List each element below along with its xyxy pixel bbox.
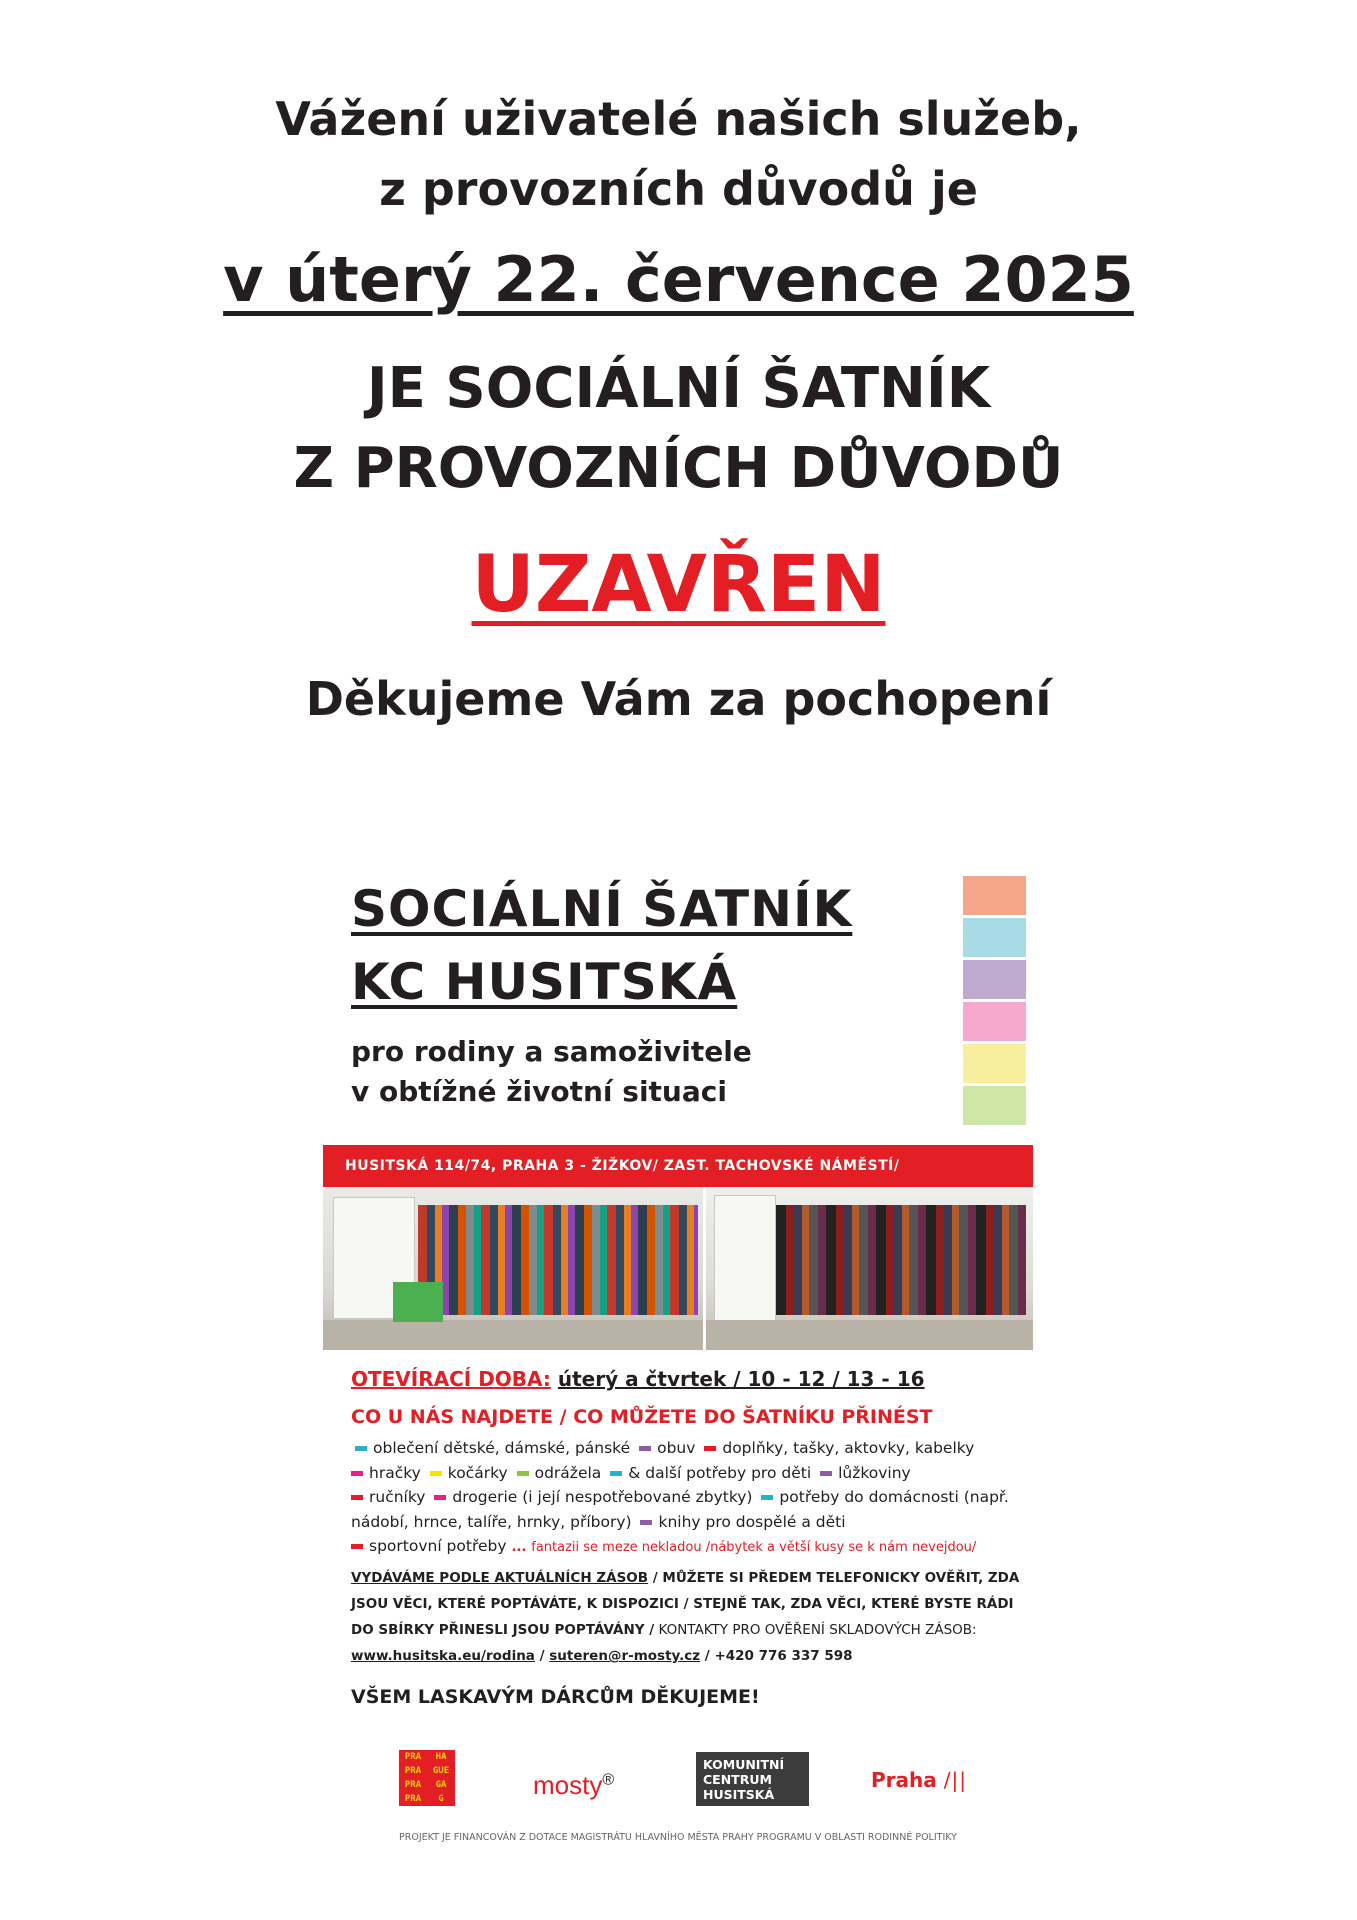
separator: /: [700, 1648, 715, 1664]
color-swatch: [963, 960, 1026, 999]
logo-text: mosty: [533, 1770, 603, 1800]
separator: /: [534, 1648, 550, 1664]
leaflet-title-1: SOCIÁLNÍ ŠATNÍK: [351, 880, 853, 938]
reason-line: z provozních důvodů je: [379, 162, 978, 216]
item: potřeby do domácnosti (např. nádobí, hrnce, talíře, hrnky, příbory): [351, 1488, 1009, 1531]
leaflet-subtitle-2: v obtížné životní situaci: [351, 1075, 727, 1108]
ellipsis: ...: [511, 1540, 527, 1555]
logo-text: CENTRUM: [703, 1772, 772, 1787]
logo-text: PRA: [404, 1780, 422, 1790]
donor-thanks: VŠEM LASKAVÝM DÁRCŮM DĚKUJEME!: [351, 1686, 760, 1708]
mosty-logo: [533, 1770, 614, 1801]
logo-text: HA: [435, 1752, 447, 1762]
logo-text: GUE: [432, 1766, 450, 1776]
address-bar: HUSITSKÁ 114/74, PRAHA 3 - ŽIŽKOV/ ZAST. TACHOVSKÉ NÁMĚSTÍ/: [323, 1145, 1033, 1187]
item: & další potřeby pro děti: [628, 1463, 812, 1482]
email-link[interactable]: suteren@r-mosty.cz: [549, 1648, 701, 1664]
closed-label: UZAVŘEN: [471, 540, 886, 630]
phone-number: +420 776 337 598: [714, 1648, 853, 1664]
items-note: fantazii se meze nekladou /nábytek a větší kusy se k nám nevejdou/: [531, 1540, 977, 1555]
praha-logo: [871, 1768, 967, 1792]
item: obuv: [657, 1439, 696, 1457]
closure-date: v úterý 22. července 2025: [223, 243, 1134, 316]
item: odrážela: [534, 1463, 602, 1482]
items-list: [351, 1436, 1021, 1561]
wardrobe-photo-left: [323, 1187, 703, 1350]
logo-text: PRA: [404, 1794, 422, 1804]
color-swatch: [963, 1086, 1026, 1125]
prague-logo: [399, 1750, 455, 1806]
registered-mark: ®: [602, 1771, 615, 1789]
leaflet-title-2: KC HUSITSKÁ: [351, 953, 738, 1011]
item: sportovní potřeby: [369, 1537, 507, 1555]
item: knihy pro dospělé a děti: [658, 1512, 846, 1531]
info-stock: VYDÁVÁME PODLE AKTUÁLNÍCH ZÁSOB: [351, 1570, 649, 1586]
wardrobe-photo-right: [706, 1187, 1033, 1350]
item: ručníky: [369, 1488, 426, 1506]
community-center-logo: [696, 1752, 809, 1806]
logo-text: Praha: [871, 1768, 937, 1792]
closure-subject-line1: JE SOCIÁLNÍ ŠATNÍK: [366, 356, 991, 421]
leaflet-subtitle-1: pro rodiny a samoživitele: [351, 1035, 752, 1068]
funding-footer: PROJEKT JE FINANCOVÁN Z DOTACE MAGISTRÁTU HLAVNÍHO MĚSTA PRAHY PROGRAMU V OBLASTI RODINNÉ POLITIKY: [399, 1832, 957, 1843]
opening-hours-value: úterý a čtvrtek / 10 - 12 / 13 - 16: [557, 1367, 925, 1391]
color-swatch: [963, 918, 1026, 957]
thanks-line: Děkujeme Vám za pochopení: [305, 672, 1052, 726]
logo-bars: /||: [943, 1768, 967, 1792]
color-swatch: [963, 1044, 1026, 1083]
item: lůžkoviny: [838, 1463, 911, 1482]
color-swatch: [963, 1002, 1026, 1041]
logo-text: KOMUNITNÍ: [703, 1757, 785, 1772]
opening-hours: [351, 1367, 925, 1391]
item: kočárky: [447, 1463, 508, 1482]
closure-subject-line2: Z PROVOZNÍCH DŮVODŮ: [293, 436, 1064, 501]
item: oblečení dětské, dámské, pánské: [373, 1439, 631, 1457]
info-contacts-label: KONTAKTY PRO OVĚŘENÍ SKLADOVÝCH ZÁSOB:: [654, 1622, 977, 1638]
greeting-line: Vážení uživatelé našich služeb,: [275, 92, 1082, 146]
logo-text: PRA: [404, 1752, 422, 1762]
logo-text: G: [438, 1794, 444, 1804]
item: drogerie (i její nespotřebované zbytky): [452, 1488, 753, 1506]
items-heading: CO U NÁS NAJDETE / CO MŮŽETE DO ŠATNÍKU PŘINÉST: [351, 1406, 933, 1428]
wardrobe-leaflet: [323, 870, 1033, 1870]
logo-text: PRA: [404, 1766, 422, 1776]
logo-text: GA: [435, 1780, 447, 1790]
color-swatch: [963, 876, 1026, 915]
info-verify: / MŮŽETE SI PŘEDEM TELEFONICKY OVĚŘIT, ZDA JSOU VĚCI, KTERÉ POPTÁVÁTE, K DISPOZICI / STEJNĚ TAK, ZDA VĚCI, KTERÉ BYSTE RÁDI DO SBÍRKY PŘINESLI JSOU POPTÁVÁNY /: [351, 1570, 1020, 1638]
item: doplňky, tašky, aktovky, kabelky: [722, 1439, 975, 1457]
opening-hours-label: OTEVÍRACÍ DOBA:: [351, 1367, 551, 1391]
info-block: [351, 1565, 1021, 1669]
website-link[interactable]: www.husitska.eu/rodina: [351, 1648, 535, 1664]
item: hračky: [369, 1463, 421, 1482]
logo-text: HUSITSKÁ: [703, 1787, 775, 1802]
